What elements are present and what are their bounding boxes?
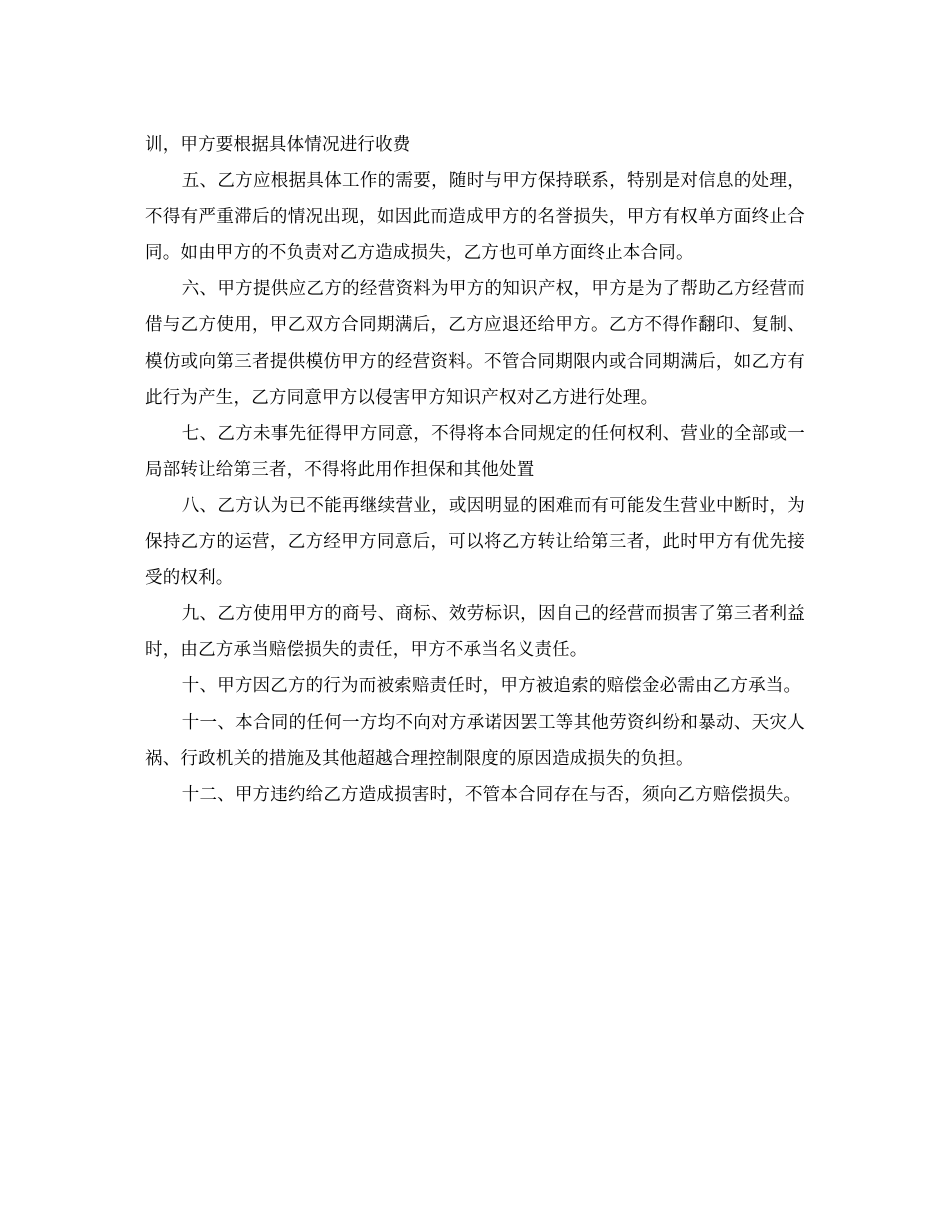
- clause-7-paragraph: 七、乙方未事先征得甲方同意，不得将本合同规定的任何权利、营业的全部或一局部转让给第三者，不得将此用作担保和其他处置: [145, 423, 805, 480]
- clause-8-paragraph: 八、乙方认为已不能再继续营业，或因明显的困难而有可能发生营业中断时，为保持乙方的运营，乙方经甲方同意后，可以将乙方转让给第三者，此时甲方有优先接受的权利。: [145, 495, 805, 589]
- clause-12-paragraph: 十二、甲方违约给乙方造成损害时，不管本合同存在与否，须向乙方赔偿损失。: [181, 784, 802, 805]
- clause-5-paragraph: 五、乙方应根据具体工作的需要，随时与甲方保持联系，特别是对信息的处理，不得有严重滞后的情况出现，如因此而造成甲方的名誉损失，甲方有权单方面终止合同。如由甲方的不负责对乙方造成损失，乙方也可单方面终止本合同。: [145, 171, 805, 264]
- clause-10-paragraph: 十、甲方因乙方的行为而被索赔责任时，甲方被追索的赔偿金必需由乙方承当。: [181, 676, 802, 697]
- clause-6-paragraph: 六、甲方提供应乙方的经营资料为甲方的知识产权，甲方是为了帮助乙方经营而借与乙方使用，甲乙双方合同期满后，乙方应退还给甲方。乙方不得作翻印、复制、模仿或向第三者提供模仿甲方的经营资料。不管合同期限内或合同期满后，如乙方有此行为产生，乙方同意甲方以侵害甲方知识产权对乙方进行处理。: [145, 279, 805, 408]
- clause-9-paragraph: 九、乙方使用甲方的商号、商标、效劳标识，因自己的经营而损害了第三者利益时，由乙方承当赔偿损失的责任，甲方不承当名义责任。: [145, 604, 805, 661]
- clause-11-paragraph: 十一、本合同的任何一方均不向对方承诺因罢工等其他劳资纠纷和暴动、天灾人祸、行政机关的措施及其他超越合理控制限度的原因造成损失的负担。: [145, 712, 805, 769]
- contract-body: [145, 127, 805, 813]
- paragraph-continuation: 训，甲方要根据具体情况进行收费: [145, 135, 411, 155]
